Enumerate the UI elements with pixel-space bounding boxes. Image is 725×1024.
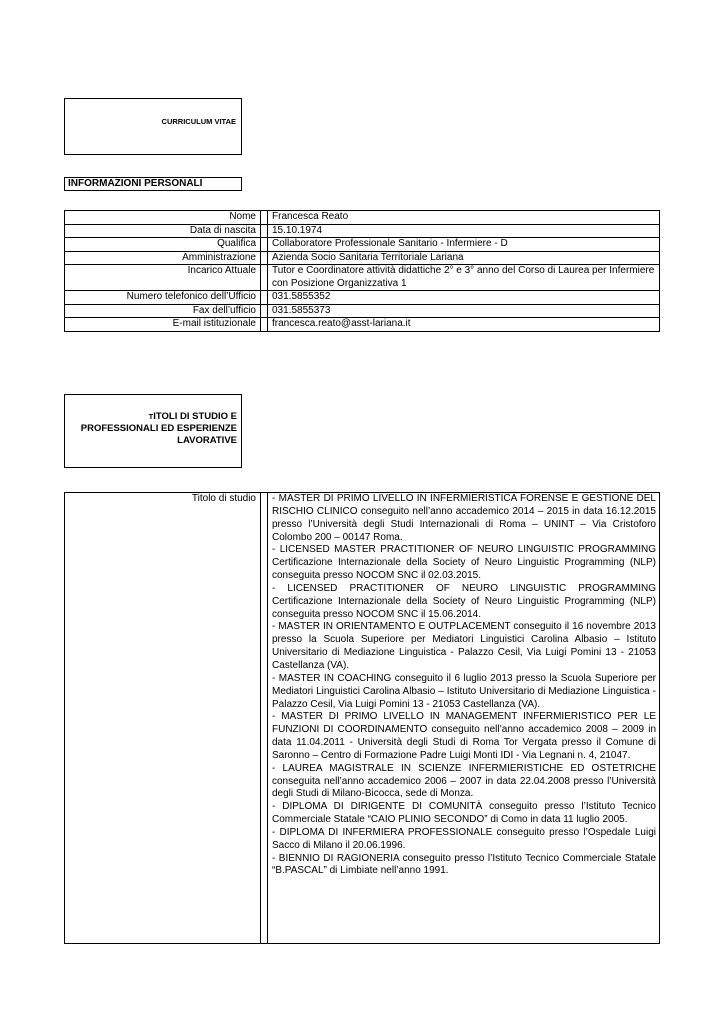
personal-value: 15.10.1974 [268, 224, 660, 238]
personal-row [65, 291, 660, 305]
personal-value: 031.5855352 [268, 291, 660, 305]
personal-value: 031.5855373 [268, 304, 660, 318]
education-item: - DIPLOMA DI INFERMIERA PROFESSIONALE conseguito presso l’Ospedale Luigi Sacco di Milano il 20.06.1996. [272, 826, 656, 851]
personal-value: Tutor e Coordinatore attività didattiche 2° e 3° anno del Corso di Laurea per Infermiere con Posizione Organizzativa 1 [268, 265, 660, 291]
personal-label: Fax dell’ufficio [65, 304, 261, 318]
gutter-cell [261, 251, 268, 265]
gutter-cell [261, 224, 268, 238]
gutter-cell [261, 493, 268, 944]
education-table [64, 492, 660, 944]
cv-title-box [64, 98, 242, 155]
personal-row [65, 251, 660, 265]
education-section-heading-box [64, 394, 242, 468]
personal-info-table [64, 210, 660, 332]
personal-label: Incarico Attuale [65, 265, 261, 291]
section-personal-heading: INFORMAZIONI PERSONALI [64, 177, 242, 191]
personal-value: Francesca Reato [268, 211, 660, 225]
gutter-cell [261, 304, 268, 318]
education-item: - LICENSED PRACTITIONER OF NEURO LINGUISTIC PROGRAMMING Certificazione Internazionale della Society of Neuro Linguistic Programming (NLP) conseguita presso NOCOM SNC il 15.06.2014. [272, 582, 656, 620]
education-item: - MASTER IN COACHING conseguito il 6 luglio 2013 presso la Scuola Superiore per Mediatori Linguistici Carolina Albasio – Istituto Universitario di Mediazione Linguistica - Palazzo Cesil, Via Luigi Pomini 13 - 21053 Castellanza (VA). [272, 672, 656, 710]
personal-value: francesca.reato@asst-lariana.it [268, 318, 660, 332]
personal-row [65, 238, 660, 252]
personal-label: E-mail istituzionale [65, 318, 261, 332]
gutter-cell [261, 291, 268, 305]
education-label: Titolo di studio [65, 493, 261, 944]
education-item: - MASTER DI PRIMO LIVELLO IN MANAGEMENT INFERMIERISTICO PER LE FUNZIONI DI COORDINAMENTO conseguito nell’anno accademico 2008 – 2009 in data 11.04.2011 - Università degli Studi di Roma Tor Vergata presso il Comune di Saronno – Centro di Formazione Padre Luigi Monti IDI - Via Legnani n. 4, 21047. [272, 711, 656, 761]
personal-label: Numero telefonico dell’Ufficio [65, 291, 261, 305]
cv-title: CURRICULUM VITAE [161, 117, 236, 126]
gutter-cell [261, 265, 268, 291]
education-item: - LAUREA MAGISTRALE IN SCIENZE INFERMIERISTICHE ED OSTETRICHE conseguita nell’anno accademico 2006 – 2007 in data 22.04.2008 presso l’Università degli Studi di Milano-Bicocca, sede di Monza. [272, 762, 656, 800]
education-section-heading: TITOLI DI STUDIO E PROFESSIONALI ED ESPERIENZE LAVORATIVE [80, 411, 237, 446]
personal-row [65, 224, 660, 238]
education-item: - LICENSED MASTER PRACTITIONER OF NEURO LINGUISTIC PROGRAMMING Certificazione Internazionale della Society of Neuro Linguistic Programming (NLP) conseguita presso NOCOM SNC il 02.03.2015. [272, 544, 656, 582]
education-item: - MASTER IN ORIENTAMENTO E OUTPLACEMENT conseguito il 16 novembre 2013 presso la Scuola Superiore per Mediatori Linguistici Carolina Albasio – Istituto Universitario di Mediazione Linguistica - Palazzo Cesil, Via Luigi Pomini 13 - 21053 Castellanza (VA). [272, 621, 656, 671]
education-item: - BIENNIO DI RAGIONERIA conseguito presso l’Istituto Tecnico Commerciale Statale “B.PASCAL” di Limbiate nell’anno 1991. [272, 852, 656, 877]
gutter-cell [261, 211, 268, 225]
education-row [65, 493, 660, 944]
personal-label: Nome [65, 211, 261, 225]
education-item: - MASTER DI PRIMO LIVELLO IN INFERMIERISTICA FORENSE E GESTIONE DEL RISCHIO CLINICO conseguito nell’anno accademico 2014 – 2015 in data 16.12.2015 presso l’Università degli Studi Internazionali di Roma – UNINT – Via Cristoforo Colombo 200 – 00147 Roma. [272, 493, 656, 543]
personal-label: Qualifica [65, 238, 261, 252]
personal-value: Azienda Socio Sanitaria Territoriale Lariana [268, 251, 660, 265]
personal-row [65, 304, 660, 318]
education-items [268, 493, 660, 944]
personal-label: Amministrazione [65, 251, 261, 265]
personal-label: Data di nascita [65, 224, 261, 238]
gutter-cell [261, 318, 268, 332]
personal-row [65, 211, 660, 225]
personal-value: Collaboratore Professionale Sanitario - Infermiere - D [268, 238, 660, 252]
personal-row [65, 318, 660, 332]
education-item: - DIPLOMA DI DIRIGENTE DI COMUNITÀ conseguito presso l’Istituto Tecnico Commerciale Statale “CAIO PLINIO SECONDO” di Como in data 11 luglio 2005. [272, 801, 656, 826]
personal-row [65, 265, 660, 291]
gutter-cell [261, 238, 268, 252]
